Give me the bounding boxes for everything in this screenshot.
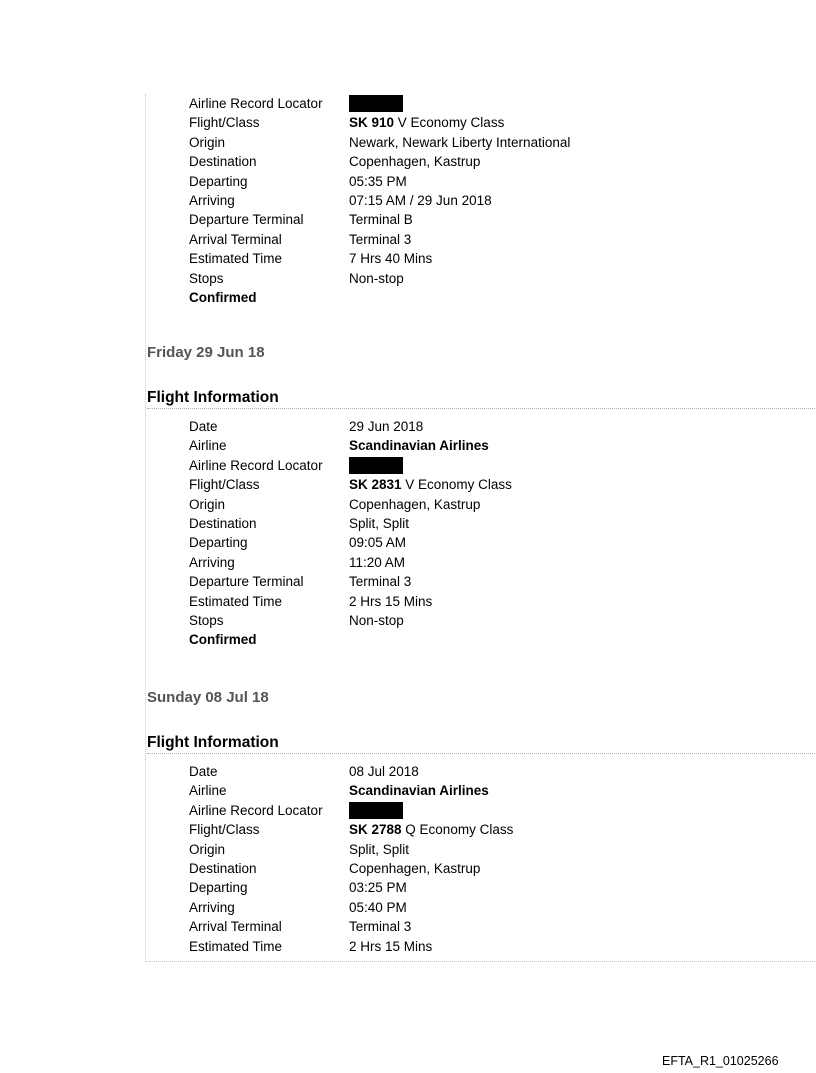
row-label: Arriving — [189, 899, 235, 915]
row-label: Departing — [189, 880, 248, 896]
row-label: Airline Record Locator — [189, 802, 323, 818]
flight-information-heading: Flight Information — [147, 389, 816, 409]
detail-row — [146, 611, 816, 630]
class-text: Q Economy Class — [401, 822, 514, 838]
detail-row — [146, 172, 816, 191]
row-value: 07:15 AM / 29 Jun 2018 — [349, 192, 492, 208]
row-label: Destination — [189, 860, 257, 876]
itinerary-content — [145, 94, 816, 962]
row-value: 09:05 AM — [349, 535, 407, 551]
day-heading: Sunday 08 Jul 18 — [147, 689, 269, 706]
detail-row — [146, 269, 816, 288]
record-locator-redaction — [349, 94, 403, 113]
status-row — [146, 630, 816, 649]
class-text: V Economy Class — [394, 115, 505, 131]
detail-row — [146, 456, 816, 475]
row-label: Origin — [189, 496, 226, 512]
row-label: Stops — [189, 270, 224, 286]
detail-row — [146, 230, 816, 249]
row-label: Origin — [189, 134, 226, 150]
airline-name: Scandinavian Airlines — [349, 438, 489, 454]
row-value: 11:20 AM — [349, 554, 406, 570]
detail-row — [146, 113, 816, 132]
row-label: Destination — [189, 515, 257, 531]
row-value: 05:40 PM — [349, 899, 407, 915]
row-label: Origin — [189, 841, 226, 857]
detail-row — [146, 859, 816, 878]
row-value: 2 Hrs 15 Mins — [349, 593, 433, 609]
detail-row — [146, 533, 816, 552]
detail-row — [146, 592, 816, 611]
row-label: Departing — [189, 535, 248, 551]
row-label: Flight/Class — [189, 115, 260, 131]
row-value: Terminal 3 — [349, 919, 412, 935]
flight-code: SK 910 — [349, 115, 395, 131]
row-label: Date — [189, 419, 218, 434]
detail-row — [146, 553, 816, 572]
flight-information-heading: Flight Information — [147, 734, 816, 754]
row-value: 08 Jul 2018 — [349, 764, 419, 779]
detail-row — [146, 781, 816, 800]
segment-2 — [146, 417, 816, 650]
detail-row — [146, 152, 816, 171]
record-locator-redaction — [349, 456, 403, 475]
row-value: 03:25 PM — [349, 880, 407, 896]
row-value: Copenhagen, Kastrup — [349, 496, 481, 512]
row-value: Non-stop — [349, 612, 404, 628]
detail-row — [146, 436, 816, 455]
record-locator-redaction — [349, 801, 403, 820]
row-value: Copenhagen, Kastrup — [349, 154, 481, 170]
confirmed-status: Confirmed — [189, 289, 257, 305]
row-value: Split, Split — [349, 515, 410, 531]
class-text: V Economy Class — [401, 477, 512, 493]
row-label: Airline — [189, 438, 227, 454]
row-label: Flight/Class — [189, 822, 260, 838]
flight-class-value — [349, 820, 513, 839]
row-value: 29 Jun 2018 — [349, 419, 424, 434]
row-value: Copenhagen, Kastrup — [349, 860, 481, 876]
status-row — [146, 288, 816, 307]
detail-row — [146, 514, 816, 533]
row-label: Arriving — [189, 554, 235, 570]
row-label: Destination — [189, 154, 257, 170]
detail-row — [146, 495, 816, 514]
detail-row — [146, 898, 816, 917]
row-label: Date — [189, 764, 218, 779]
row-value: Terminal B — [349, 212, 413, 228]
detail-row — [146, 840, 816, 859]
row-label: Arrival Terminal — [189, 919, 282, 935]
row-label: Departure Terminal — [189, 574, 304, 590]
row-label: Airline Record Locator — [189, 457, 323, 473]
flight-class-value — [349, 113, 504, 132]
row-value: Newark, Newark Liberty International — [349, 134, 571, 150]
airline-name: Scandinavian Airlines — [349, 783, 489, 799]
row-label: Airline — [189, 783, 227, 799]
detail-row — [146, 820, 816, 839]
row-label: Departing — [189, 173, 248, 189]
detail-row — [146, 249, 816, 268]
row-label: Stops — [189, 612, 224, 628]
row-label: Flight/Class — [189, 477, 260, 493]
detail-row — [146, 94, 816, 113]
detail-row — [146, 133, 816, 152]
row-label: Airline Record Locator — [189, 96, 323, 111]
detail-row — [146, 762, 816, 781]
flight-code: SK 2788 — [349, 822, 402, 838]
detail-row — [146, 937, 816, 956]
row-label: Estimated Time — [189, 251, 283, 267]
detail-row — [146, 191, 816, 210]
segment-3 — [146, 762, 816, 956]
document-id: EFTA_R1_01025266 — [662, 1054, 779, 1068]
row-value: 7 Hrs 40 Mins — [349, 251, 433, 267]
row-label: Estimated Time — [189, 593, 283, 609]
detail-row — [146, 475, 816, 494]
row-value: Non-stop — [349, 270, 404, 286]
detail-row — [146, 572, 816, 591]
row-label: Departure Terminal — [189, 212, 304, 228]
flight-code: SK 2831 — [349, 477, 402, 493]
row-value: 2 Hrs 15 Mins — [349, 938, 433, 954]
detail-row — [146, 878, 816, 897]
detail-row — [146, 210, 816, 229]
row-label: Estimated Time — [189, 938, 283, 954]
detail-row — [146, 917, 816, 936]
row-label: Arriving — [189, 192, 235, 208]
row-value: Terminal 3 — [349, 231, 412, 247]
detail-row — [146, 417, 816, 436]
flight-class-value — [349, 475, 512, 494]
day-heading: Friday 29 Jun 18 — [147, 344, 265, 361]
row-value: Terminal 3 — [349, 574, 412, 590]
segment-1 — [146, 94, 816, 307]
row-value: Split, Split — [349, 841, 410, 857]
row-label: Arrival Terminal — [189, 231, 282, 247]
detail-row — [146, 801, 816, 820]
row-value: 05:35 PM — [349, 173, 407, 189]
confirmed-status: Confirmed — [189, 632, 257, 648]
